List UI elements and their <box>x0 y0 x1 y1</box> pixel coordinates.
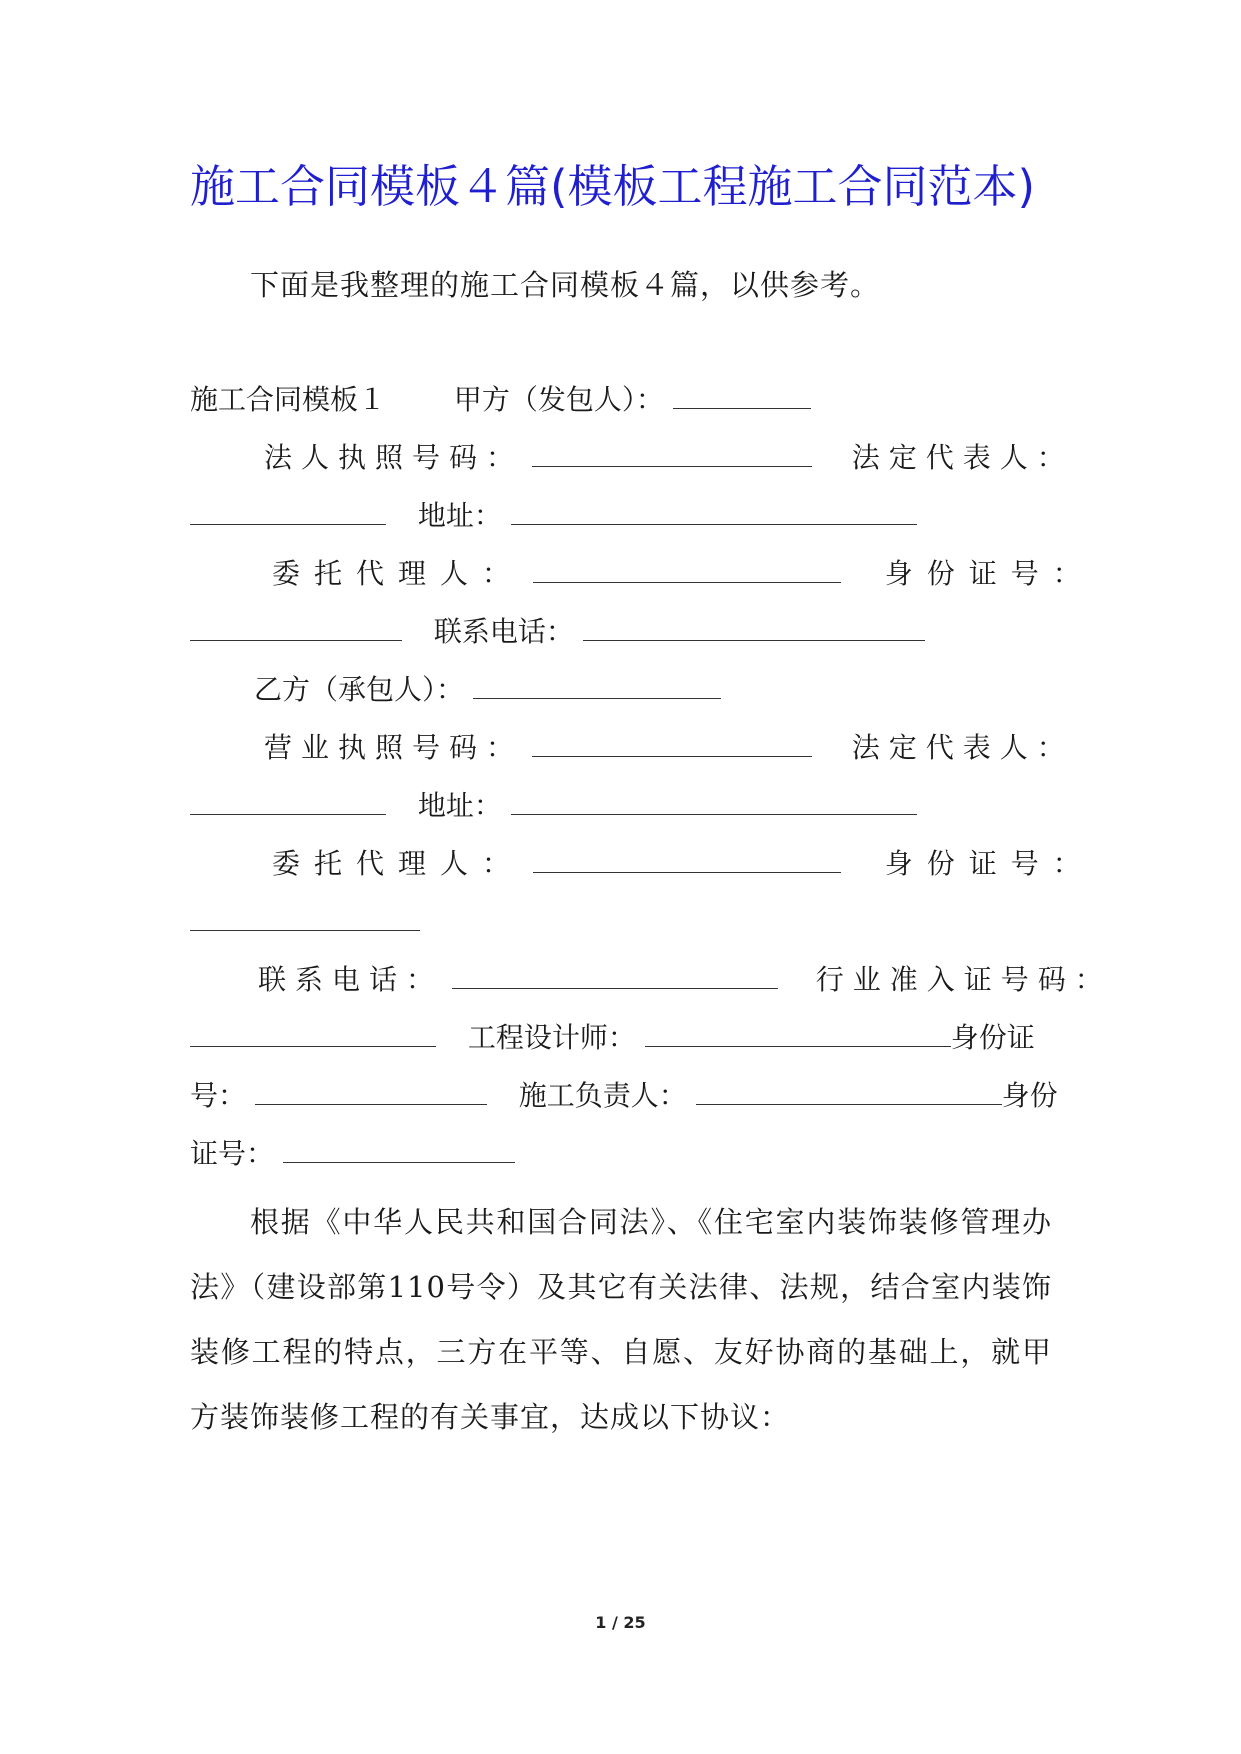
page-indicator: 1 / 25 <box>595 1613 646 1632</box>
party-a-agent-label: 委托代理人： <box>272 557 525 590</box>
party-b-lead-id-row <box>190 1134 515 1174</box>
party-b-license-blank <box>532 730 812 757</box>
party-a-agent-blank <box>533 556 841 583</box>
party-b-address-blank <box>511 788 917 815</box>
party-b-lead-blank <box>696 1078 1002 1105</box>
party-a-id-blank <box>190 614 402 641</box>
party-b-phone-row <box>258 960 1112 1000</box>
party-b-designer-row <box>190 1018 1035 1058</box>
party-b-lead-id-label: 身份 <box>1001 1079 1058 1112</box>
party-b-designer-label: 工程设计师： <box>467 1021 636 1054</box>
party-b-designer-id-blank <box>255 1078 487 1105</box>
party-a-agent-row <box>272 554 1095 594</box>
party-a-label: 甲方（发包人）： <box>453 383 664 416</box>
party-a-phone-label: 联系电话： <box>433 615 574 648</box>
party-b-id-blank <box>190 904 420 931</box>
party-b-legal-rep-blank <box>190 788 386 815</box>
party-b-industry-cert-blank <box>190 1020 436 1047</box>
party-b-lead-id-blank <box>283 1136 515 1163</box>
basis-paragraph-text: 根据《中华人民共和国合同法》、《住宅室内装饰装修管理办法》（建设部第110号令）及其它有关法律、法规，结合室内装饰装修工程的特点，三方在平等、自愿、友好协商的基础上，就甲方装饰装修工程的有关事宜，达成以下协议： <box>190 1205 1052 1434</box>
party-a-address-row <box>190 496 917 536</box>
party-b-id-blank-row <box>190 902 420 942</box>
intro-text: 下面是我整理的施工合同模板４篇，以供参考。 <box>250 268 881 302</box>
section-label: 施工合同模板１ <box>190 383 387 416</box>
party-b-industry-cert-label: 行业准入证号码： <box>815 963 1112 996</box>
party-b-agent-row <box>272 844 1095 884</box>
party-a-legal-rep-blank <box>190 498 386 525</box>
document-title: 施工合同模板４篇(模板工程施工合同范本) <box>190 160 1036 213</box>
party-b-row <box>254 670 721 710</box>
party-b-lead-row <box>190 1076 1058 1116</box>
party-b-id-label: 身份证号： <box>884 847 1095 880</box>
party-b-label: 乙方（承包人）： <box>254 673 465 706</box>
party-b-lead-id-label-cont: 证号： <box>190 1137 275 1170</box>
party-b-legal-rep-label: 法定代表人： <box>851 731 1074 764</box>
party-a-phone-row <box>190 612 925 652</box>
party-b-license-row <box>264 728 1074 768</box>
party-a-phone-blank <box>583 614 925 641</box>
basis-paragraph <box>190 1190 1052 1450</box>
party-b-agent-blank <box>533 846 841 873</box>
party-b-phone-blank <box>452 962 778 989</box>
party-a-license-label: 法人执照号码： <box>264 441 524 474</box>
party-b-lead-label: 施工负责人： <box>518 1079 687 1112</box>
party-b-address-label: 地址： <box>417 789 502 822</box>
party-a-id-label: 身份证号： <box>884 557 1095 590</box>
party-b-address-row <box>190 786 917 826</box>
party-b-blank <box>473 672 721 699</box>
party-a-license-blank <box>532 440 812 467</box>
party-a-address-label: 地址： <box>417 499 502 532</box>
party-a-blank <box>673 382 811 409</box>
party-b-designer-id-label-cont: 号： <box>190 1079 247 1112</box>
party-a-legal-rep-label: 法定代表人： <box>851 441 1074 474</box>
party-a-row <box>190 380 811 420</box>
party-b-license-label: 营业执照号码： <box>264 731 524 764</box>
party-b-designer-blank <box>645 1020 951 1047</box>
party-b-phone-label: 联系电话： <box>258 963 444 996</box>
party-b-designer-id-label: 身份证 <box>950 1021 1035 1054</box>
party-b-agent-label: 委托代理人： <box>272 847 525 880</box>
party-a-address-blank <box>511 498 917 525</box>
party-a-license-row <box>264 438 1074 478</box>
